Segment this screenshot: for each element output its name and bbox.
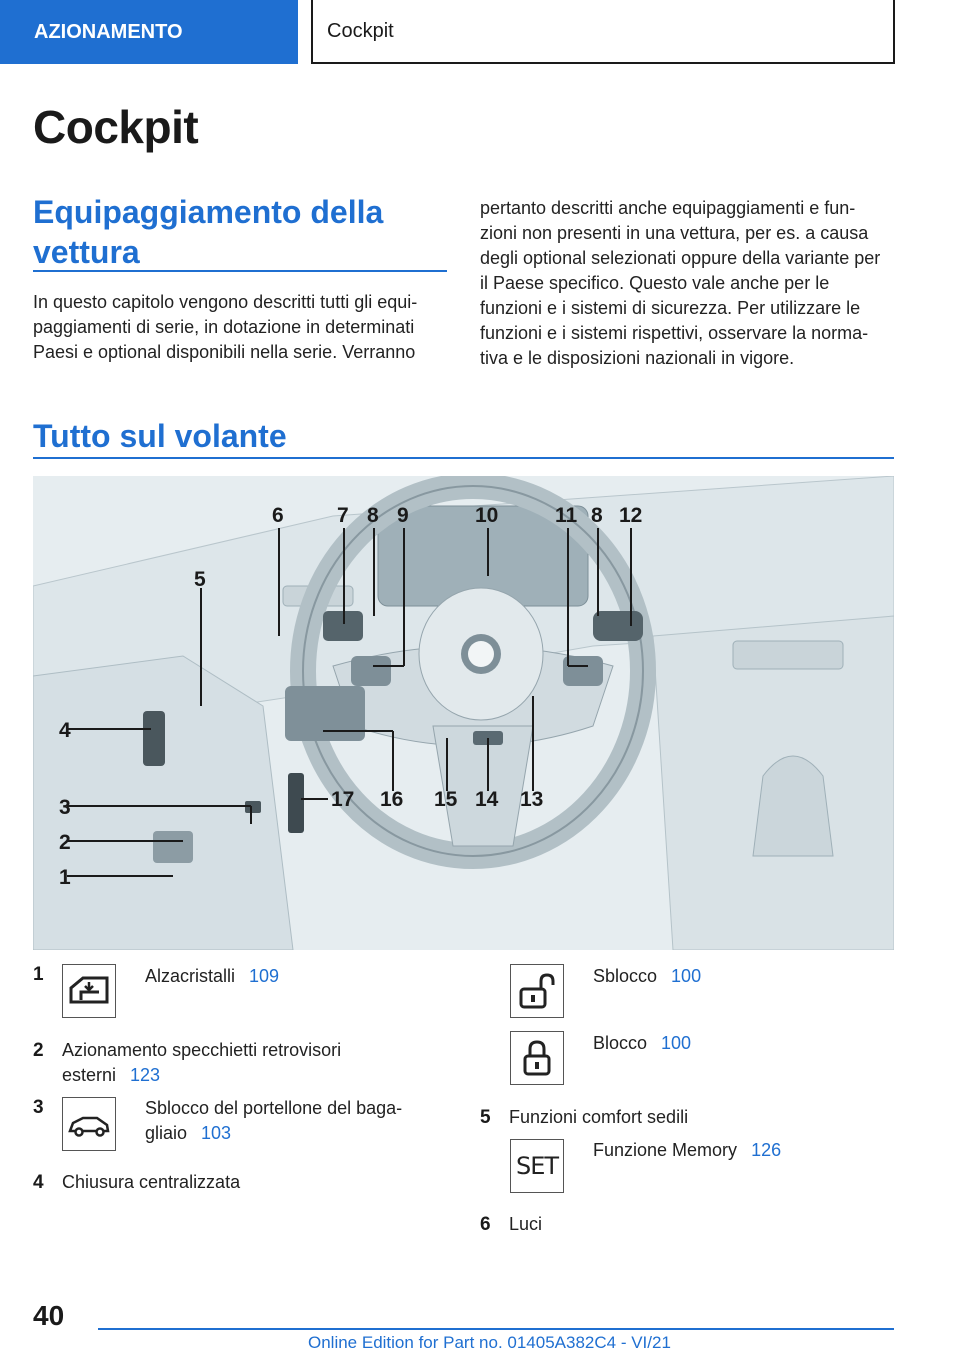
cockpit-illustration: [33, 476, 894, 950]
callout-11: 11: [555, 504, 578, 527]
list-item-unlock: [593, 964, 883, 989]
list-item-memory-page-link[interactable]: 126: [751, 1140, 782, 1160]
list-item-6-number: 6: [480, 1214, 491, 1235]
callout-13: 13: [520, 788, 544, 811]
list-item-2-label: Azionamento specchietti retrovisori esterni: [62, 1040, 342, 1085]
list-item-4-label: Chiusura centralizzata: [62, 1172, 241, 1192]
window-lift-icon: [62, 964, 116, 1018]
callout-9: 9: [397, 504, 409, 527]
callout-10: 10: [475, 504, 499, 527]
set-icon-text: SET: [515, 1152, 559, 1180]
list-item-6: [509, 1212, 839, 1237]
callout-1: 1: [59, 866, 71, 889]
list-item-unlock-page-link[interactable]: 100: [671, 966, 702, 986]
equipaggiamento-text-right: pertanto descritti anche equipaggiamenti e fun-zioni non presenti in una vettura, per es. a causa degli optional selezionati oppure della variante per il Paese specifico. Questo vale anche per le funzioni e i sistemi di sicurezza. Per utilizzare le funzioni e i sistemi rispettivi, osservare la norma-tiva e le disposizioni nazionali in vigore.: [480, 198, 881, 368]
list-item-4: [62, 1170, 392, 1195]
list-item-3-label: Sblocco del portellone del baga-gliaio: [145, 1098, 403, 1143]
list-item-lock: [593, 1031, 883, 1056]
callout-12: 12: [619, 504, 643, 527]
list-item-2-page-link[interactable]: 123: [130, 1065, 161, 1085]
list-item-5-label: Funzioni comfort sedili: [509, 1107, 689, 1127]
callout-16: 16: [380, 788, 404, 811]
callout-6: 6: [272, 504, 284, 527]
lock-icon: [510, 1031, 564, 1085]
list-item-lock-page-link[interactable]: 100: [661, 1033, 692, 1053]
set-icon: [510, 1139, 564, 1193]
list-item-4-number: 4: [33, 1172, 44, 1193]
unlock-icon: [510, 964, 564, 1018]
tutto-heading: Tutto sul volante: [33, 418, 287, 454]
footer-edition: Online Edition for Part no. 01405A382C4 - VI/21: [308, 1333, 671, 1352]
page-title: Cockpit: [33, 101, 199, 153]
callout-8-left: 8: [367, 504, 379, 527]
equipaggiamento-heading: Equipaggiamento della vettura: [33, 194, 384, 270]
list-item-memory: [593, 1138, 883, 1163]
list-item-3-number: 3: [33, 1097, 44, 1118]
list-item-3-page-link[interactable]: 103: [201, 1123, 232, 1143]
list-item-5: [509, 1105, 839, 1130]
callout-15: 15: [434, 788, 458, 811]
list-item-6-label: Luci: [509, 1214, 543, 1234]
list-item-unlock-label: Sblocco: [593, 966, 658, 986]
callout-5: 5: [194, 568, 206, 591]
list-item-3: [145, 1096, 435, 1146]
section-header: [311, 0, 895, 64]
callout-4: 4: [59, 719, 71, 742]
tailgate-icon: [62, 1097, 116, 1151]
list-item-2: [62, 1038, 392, 1088]
list-item-5-number: 5: [480, 1107, 491, 1128]
callout-7: 7: [337, 504, 349, 527]
callout-14: 14: [475, 788, 499, 811]
steering-wheel-figure: [33, 476, 894, 950]
list-item-1: [145, 964, 465, 989]
list-item-1-label: Alzacristalli: [145, 966, 236, 986]
list-item-2-number: 2: [33, 1040, 44, 1061]
list-item-lock-label: Blocco: [593, 1033, 648, 1053]
list-item-1-number: 1: [33, 964, 44, 985]
list-item-1-page-link[interactable]: 109: [249, 966, 280, 986]
tutto-rule: [33, 457, 894, 459]
callout-2: 2: [59, 831, 71, 854]
callout-17: 17: [331, 788, 355, 811]
equipaggiamento-text-left: In questo capitolo vengono descritti tutti gli equi-paggiamenti di serie, in dotazione in determinati Paesi e optional disponibili nella serie. Verranno: [33, 292, 418, 362]
list-item-memory-label: Funzione Memory: [593, 1140, 738, 1160]
callout-8-right: 8: [591, 504, 603, 527]
footer-rule: [98, 1328, 894, 1330]
equipaggiamento-rule: [33, 270, 447, 272]
callout-3: 3: [59, 796, 71, 819]
page-number: 40: [33, 1300, 65, 1331]
chapter-tab: [0, 0, 298, 64]
section-label: Cockpit: [327, 19, 394, 42]
chapter-label: AZIONAMENTO: [34, 20, 183, 43]
